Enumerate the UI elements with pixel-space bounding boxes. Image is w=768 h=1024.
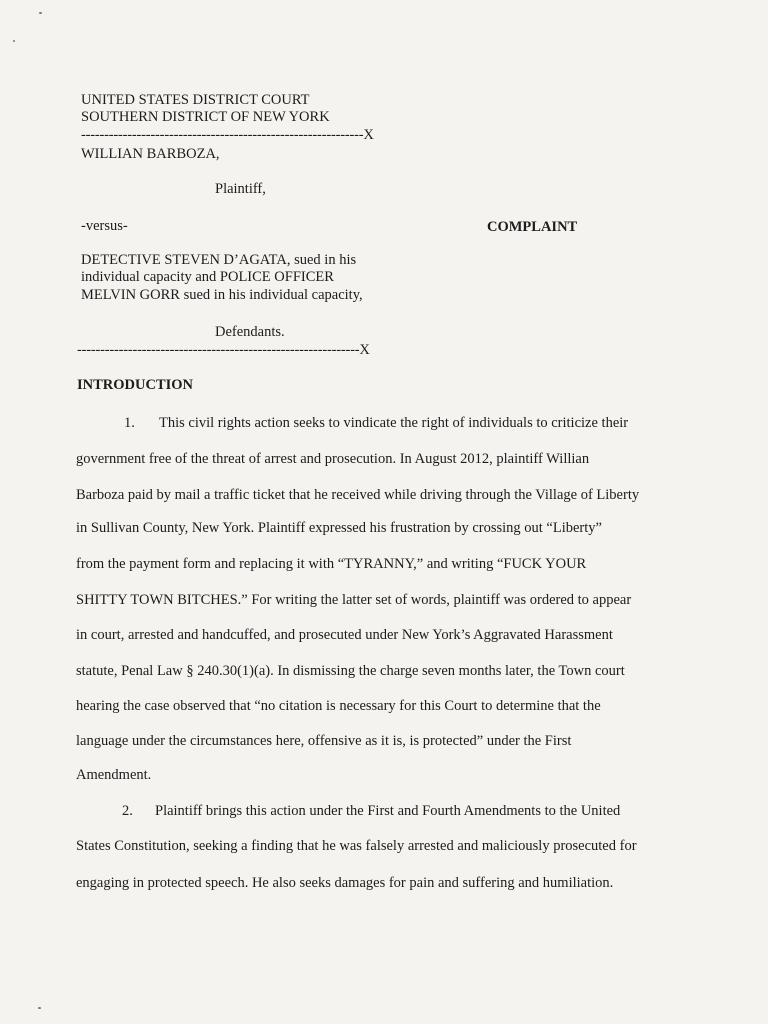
paragraph-line: from the payment form and replacing it with “TYRANNY,” and writing “FUCK YOUR [76, 556, 587, 572]
paragraph-line: Amendment. [76, 767, 152, 783]
versus-label: -versus- [81, 218, 128, 234]
defendants-role: Defendants. [215, 324, 285, 340]
scan-speck [38, 1007, 41, 1009]
paragraph-number: 1. [124, 415, 135, 431]
section-heading: INTRODUCTION [77, 377, 194, 393]
paragraph-line: government free of the threat of arrest and prosecution. In August 2012, plaintiff Willian [76, 451, 590, 467]
paragraph-line: in Sullivan County, New York. Plaintiff expressed his frustration by crossing out “Liberty” [76, 520, 602, 536]
scan-speck [39, 12, 42, 14]
paragraph-line: This civil rights action seeks to vindicate the right of individuals to criticize their [159, 415, 629, 431]
caption-separator-top: -------------------------------------------------------------X [81, 127, 374, 143]
defendants-line: individual capacity and POLICE OFFICER [81, 269, 334, 285]
paragraph-line: States Constitution, seeking a finding that he was falsely arrested and maliciously prosecuted for [76, 838, 637, 854]
caption-separator-bottom: -------------------------------------------------------------X [77, 342, 370, 358]
paragraph-line: language under the circumstances here, offensive as it is, is protected” under the First [76, 733, 572, 749]
paragraph-line: Barboza paid by mail a traffic ticket that he received while driving through the Village of Liberty [76, 487, 640, 503]
paragraph-line: statute, Penal Law § 240.30(1)(a). In dismissing the charge seven months later, the Town court [76, 663, 625, 679]
document-type: COMPLAINT [487, 219, 578, 235]
scan-speck [13, 40, 15, 42]
paragraph-line: SHITTY TOWN BITCHES.” For writing the latter set of words, plaintiff was ordered to appear [76, 592, 632, 608]
plaintiff-name: WILLIAN BARBOZA, [81, 146, 220, 162]
paragraph-line: engaging in protected speech. He also seeks damages for pain and suffering and humiliation. [76, 875, 614, 891]
court-district: SOUTHERN DISTRICT OF NEW YORK [81, 109, 330, 125]
court-name: UNITED STATES DISTRICT COURT [81, 92, 310, 108]
paragraph-line: hearing the case observed that “no citation is necessary for this Court to determine that the [76, 698, 601, 714]
paragraph-number: 2. [122, 803, 133, 819]
defendants-line: MELVIN GORR sued in his individual capacity, [81, 287, 363, 303]
paragraph-line: in court, arrested and handcuffed, and prosecuted under New York’s Aggravated Harassment [76, 627, 613, 643]
paragraph-line: Plaintiff brings this action under the First and Fourth Amendments to the United [155, 803, 621, 819]
defendants-line: DETECTIVE STEVEN D’AGATA, sued in his [81, 252, 357, 268]
plaintiff-role: Plaintiff, [215, 181, 266, 197]
